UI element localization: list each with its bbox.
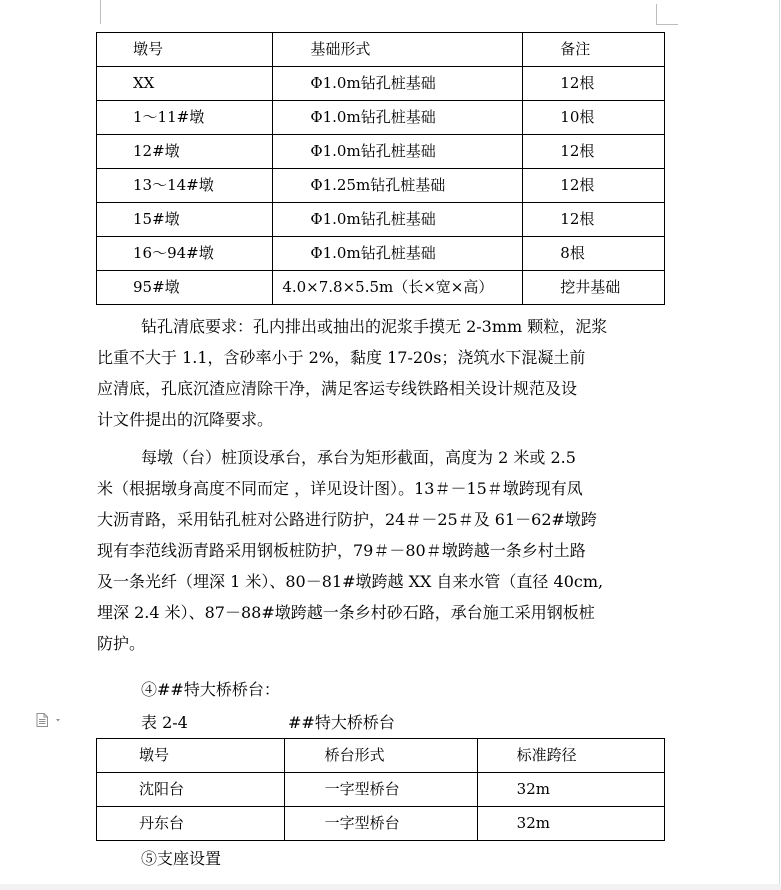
page-corner-mark bbox=[656, 24, 678, 25]
table-cell: 12根 bbox=[523, 169, 665, 203]
table-cell: 12#墩 bbox=[97, 135, 273, 169]
table-cell: 4.0×7.8×5.5m（长×宽×高） bbox=[273, 271, 523, 305]
table-header-cell: 标准跨径 bbox=[477, 739, 664, 773]
table-header-cell: 备注 bbox=[523, 33, 665, 67]
table-row bbox=[97, 169, 665, 203]
table-header-cell: 桥台形式 bbox=[284, 739, 477, 773]
table-cell: Φ1.0m钻孔桩基础 bbox=[273, 237, 523, 271]
table-cell: 丹东台 bbox=[97, 807, 285, 841]
table-cell: Φ1.0m钻孔桩基础 bbox=[273, 203, 523, 237]
table-cell: 16～94#墩 bbox=[97, 237, 273, 271]
table-cell: 一字型桥台 bbox=[284, 807, 477, 841]
table-row bbox=[97, 773, 665, 807]
section-heading-abutment: ④##特大桥桥台： bbox=[141, 680, 280, 699]
table-cell: 10根 bbox=[523, 101, 665, 135]
table-header-row bbox=[97, 33, 665, 67]
table-row bbox=[97, 67, 665, 101]
table-caption-label: 表 2-4 bbox=[141, 713, 188, 732]
table-cell: 沈阳台 bbox=[97, 773, 285, 807]
pier-foundation-table bbox=[96, 32, 665, 305]
table-row bbox=[97, 101, 665, 135]
table-caption-title: ##特大桥桥台 bbox=[288, 713, 395, 732]
paragraph-line: 钻孔清底要求：孔内排出或抽出的泥浆手摸无 2-3mm 颗粒，泥浆 bbox=[141, 317, 608, 336]
page-bottom-strip bbox=[0, 884, 781, 890]
table-row bbox=[97, 203, 665, 237]
paragraph-line: 大沥青路，采用钻孔桩对公路进行防护，24＃－25＃及 61－62#墩跨 bbox=[97, 510, 597, 529]
paragraph-line: 米（根据墩身高度不同而定 ，详见设计图）。13＃－15＃墩跨现有凤 bbox=[97, 479, 583, 498]
paragraph-line: 比重不大于 1.1，含砂率小于 2%，黏度 17-20s；浇筑水下混凝土前 bbox=[97, 348, 586, 367]
paragraph-line: 现有李范线沥青路采用钢板桩防护，79＃－80＃墩跨越一条乡村土路 bbox=[97, 541, 586, 560]
table-header-cell: 墩号 bbox=[97, 739, 285, 773]
table-cell: 12根 bbox=[523, 203, 665, 237]
table-row bbox=[97, 807, 665, 841]
paragraph-line: 计文件提出的沉降要求。 bbox=[97, 410, 274, 429]
table-cell: 挖井基础 bbox=[523, 271, 665, 305]
abutment-table bbox=[96, 738, 665, 841]
table-cell: Φ1.0m钻孔桩基础 bbox=[273, 135, 523, 169]
table-cell: 8根 bbox=[523, 237, 665, 271]
table-cell: 12根 bbox=[523, 67, 665, 101]
table-cell: 12根 bbox=[523, 135, 665, 169]
table-cell: 32m bbox=[477, 807, 664, 841]
table-header-row bbox=[97, 739, 665, 773]
table-row bbox=[97, 237, 665, 271]
paragraph-line: 应清底，孔底沉渣应清除干净，满足客运专线铁路相关设计规范及设 bbox=[97, 379, 578, 398]
table-cell: XX bbox=[97, 67, 273, 101]
paragraph-line: 防护。 bbox=[97, 634, 146, 653]
paragraph-drilling-cleaning bbox=[97, 311, 664, 435]
table-header-cell: 墩号 bbox=[97, 33, 273, 67]
dropdown-caret-icon[interactable] bbox=[56, 719, 60, 722]
section-heading-bearing: ⑤支座设置 bbox=[141, 849, 222, 868]
table-cell: Φ1.25m钻孔桩基础 bbox=[273, 169, 523, 203]
table-cell: Φ1.0m钻孔桩基础 bbox=[273, 67, 523, 101]
table-cell: 95#墩 bbox=[97, 271, 273, 305]
table-cell: 一字型桥台 bbox=[284, 773, 477, 807]
paragraph-line: 及一条光纤（埋深 1 米）、80－81#墩跨越 XX 自来水管（直径 40cm, bbox=[97, 572, 604, 591]
table-cell: 15#墩 bbox=[97, 203, 273, 237]
table-cell: 1～11#墩 bbox=[97, 101, 273, 135]
paragraph-line: 每墩（台）桩顶设承台，承台为矩形截面，高度为 2 米或 2.5 bbox=[141, 448, 576, 467]
page-corner-mark bbox=[656, 4, 657, 24]
page-edge bbox=[779, 0, 780, 890]
paragraph-pile-cap bbox=[97, 442, 664, 659]
table-row bbox=[97, 135, 665, 169]
page-corner-mark bbox=[100, 0, 101, 24]
table-cell: 13～14#墩 bbox=[97, 169, 273, 203]
table-cell: 32m bbox=[477, 773, 664, 807]
table-cell: Φ1.0m钻孔桩基础 bbox=[273, 101, 523, 135]
table-header-cell: 基础形式 bbox=[273, 33, 523, 67]
paragraph-line: 埋深 2.4 米）、87－88#墩跨越一条乡村砂石路，承台施工采用钢板桩 bbox=[97, 603, 595, 622]
table-row bbox=[97, 271, 665, 305]
document-icon[interactable] bbox=[36, 712, 66, 726]
